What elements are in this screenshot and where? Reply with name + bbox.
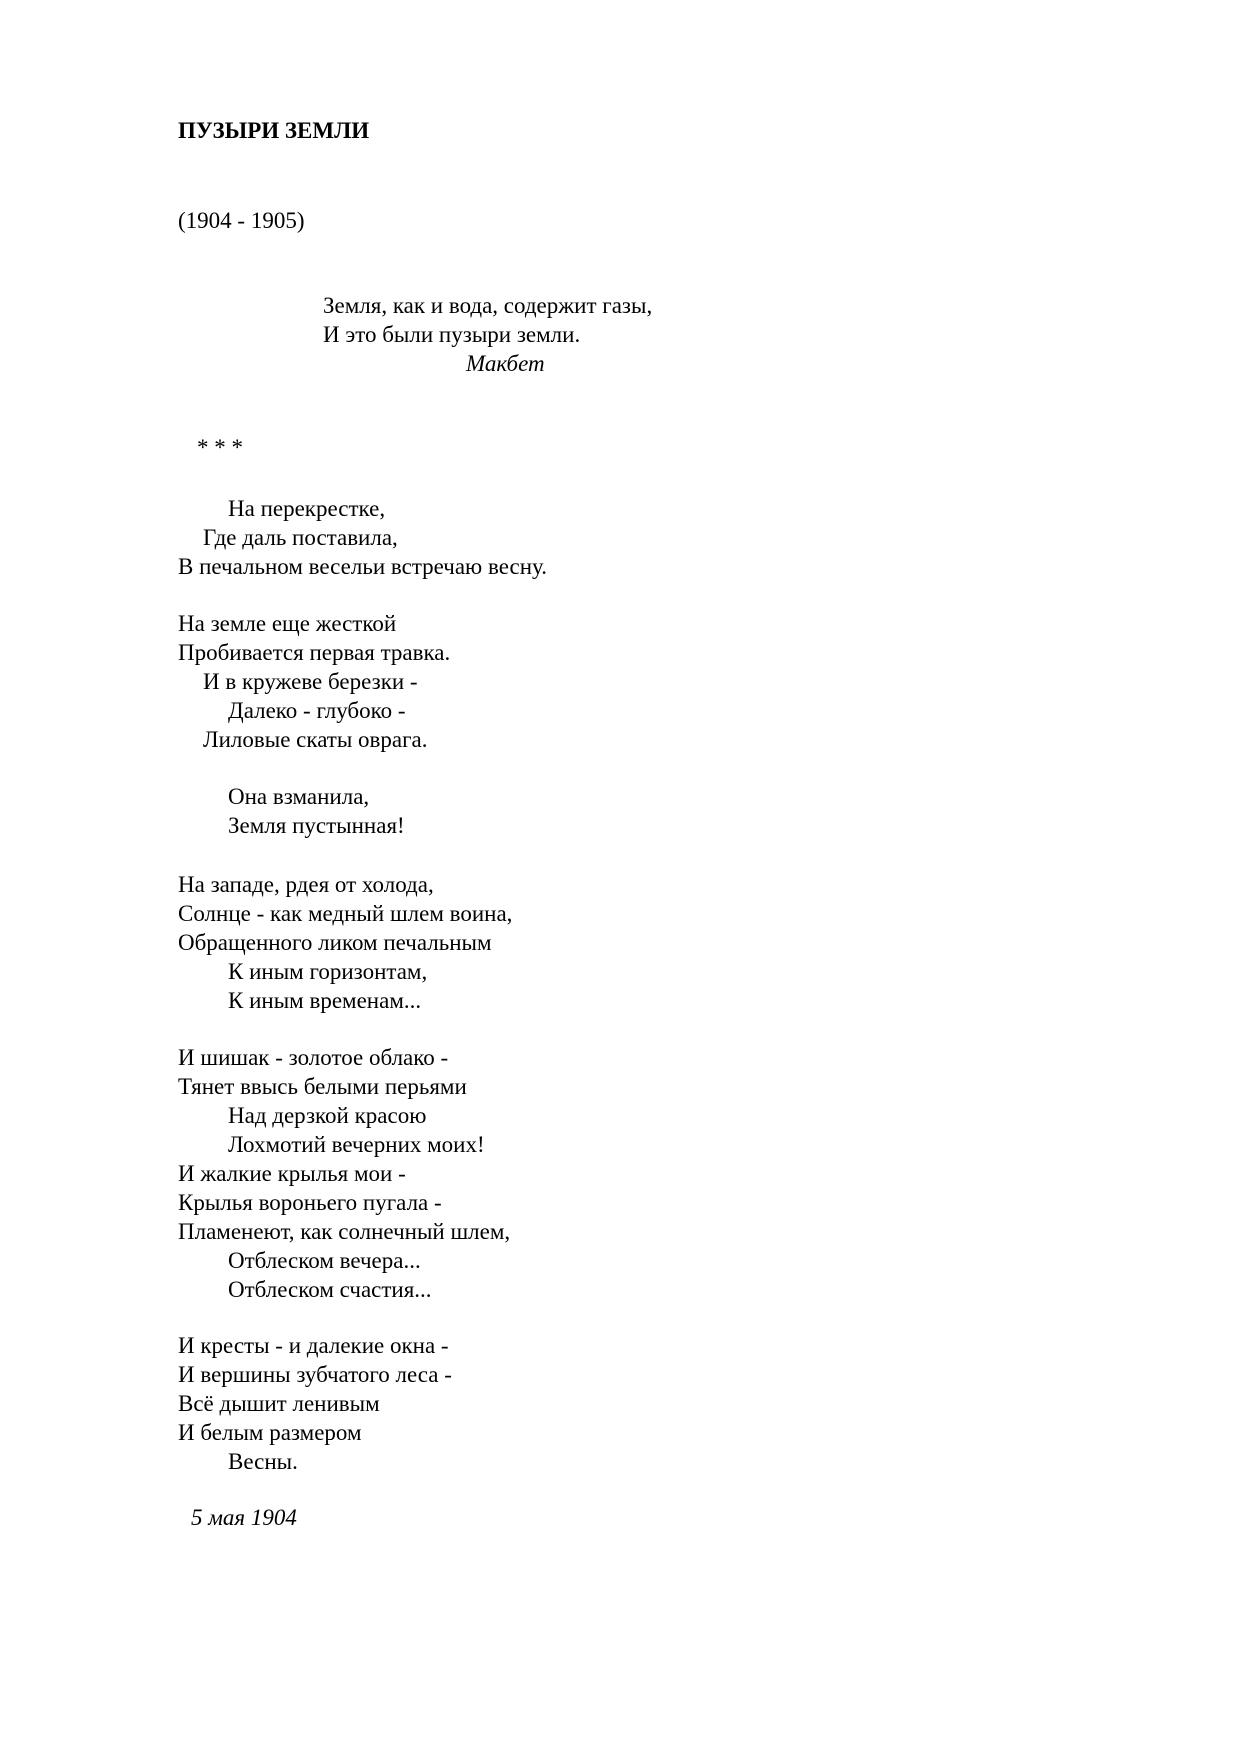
- section-marker: * * *: [197, 435, 243, 460]
- poem-line: И вершины зубчатого леса -: [178, 1362, 452, 1387]
- poem-line: Пламенеют, как солнечный шлем,: [178, 1219, 511, 1244]
- stanza: [178, 1043, 510, 1304]
- years-range: (1904 - 1905): [178, 208, 305, 233]
- poem-line: Всё дышит ленивым: [178, 1391, 380, 1416]
- poem-line: И шишак - золотое облако -: [178, 1045, 449, 1070]
- poem-line: На западе, рдея от холода,: [178, 872, 434, 897]
- stanza: [178, 1331, 452, 1476]
- poem-line: Она взманила,: [228, 784, 370, 809]
- poem-line: И в кружеве березки -: [203, 669, 418, 694]
- poem-line: В печальном весельи встречаю весну.: [178, 554, 547, 579]
- poem-line: На земле еще жесткой: [178, 611, 397, 636]
- poem-line: Над дерзкой красою: [228, 1103, 427, 1128]
- poem-line: Крылья вороньего пугала -: [178, 1190, 442, 1215]
- poem-line: К иным временам...: [228, 988, 422, 1013]
- stanza: [178, 782, 405, 840]
- poem-line: Весны.: [228, 1449, 298, 1474]
- poem-line: Где даль поставила,: [203, 525, 398, 550]
- poem-line: Солнце - как медный шлем воина,: [178, 901, 513, 926]
- poem-line: И жалкие крылья мои -: [178, 1161, 406, 1186]
- stanza: [178, 870, 512, 1015]
- page-title: ПУЗЫРИ ЗЕМЛИ: [178, 118, 370, 143]
- poem-line: Далеко - глубоко -: [228, 698, 406, 723]
- epigraph-line: И это были пузыри земли.: [323, 322, 581, 347]
- poem-line: Пробивается первая травка.: [178, 640, 451, 665]
- poem-line: Обращенного ликом печальным: [178, 930, 492, 955]
- poem-line: Лиловые скаты оврага.: [203, 727, 428, 752]
- poem-line: На перекрестке,: [228, 496, 386, 521]
- epigraph-attribution: Макбет: [466, 351, 545, 376]
- poem-line: Отблеском вечера...: [228, 1248, 421, 1273]
- stanza: [178, 494, 547, 581]
- epigraph-line: Земля, как и вода, содержит газы,: [323, 293, 653, 318]
- stanza: [178, 609, 450, 754]
- poem-line: И кресты - и далекие окна -: [178, 1333, 449, 1358]
- poem-line: И белым размером: [178, 1420, 362, 1445]
- poem-date: 5 мая 1904: [191, 1505, 297, 1530]
- poem-line: Лохмотий вечерних моих!: [228, 1132, 485, 1157]
- poem-line: Тянет ввысь белыми перьями: [178, 1074, 467, 1099]
- poem-line: Отблеском счастия...: [228, 1277, 432, 1302]
- poem-line: Земля пустынная!: [228, 813, 405, 838]
- poem-line: К иным горизонтам,: [228, 959, 428, 984]
